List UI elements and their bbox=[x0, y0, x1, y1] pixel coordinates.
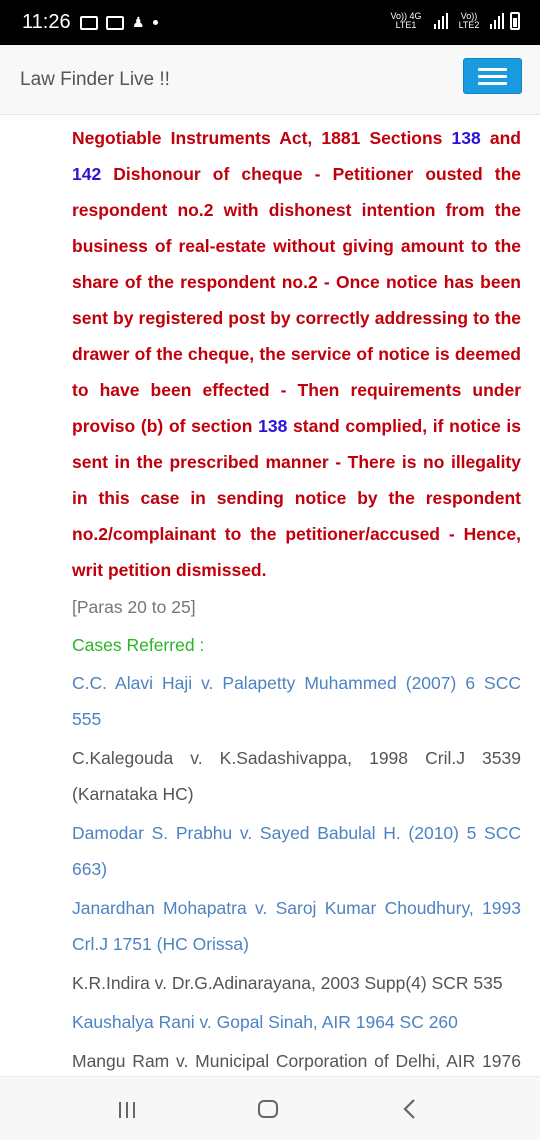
network-label-sim2: Vo)) LTE2 bbox=[458, 11, 480, 30]
headnote-text: stand complied, if notice is sent in the prescribed manner - There is no illegality in this case in sending notice by the respondent no.2/complainant to the petitioner/accused - Hence, writ petition dismissed. bbox=[72, 416, 521, 580]
headnote-text: Dishonour of cheque - Petitioner ousted the respondent no.2 with dishonest intention from the business of real-estate without giving amount to the share of the respondent no.2 - Once notice has been sent by registered post by correctly addressing to the drawer of the cheque, the service of notice is deemed to have been effected - Then requirements under proviso (b) of section bbox=[72, 164, 521, 436]
case-citation: Mangu Ram v. Municipal Corporation of Delhi, AIR 1976 bbox=[72, 1051, 521, 1071]
paras-reference: [Paras 20 to 25] bbox=[72, 597, 196, 617]
cases-referred-heading: Cases Referred : bbox=[72, 635, 205, 655]
signal-sim2-icon bbox=[490, 13, 504, 29]
recent-apps-button[interactable] bbox=[119, 1102, 135, 1118]
menu-line-icon bbox=[478, 75, 507, 78]
headnote bbox=[72, 120, 521, 588]
navigation-bar bbox=[0, 1076, 540, 1140]
battery-icon bbox=[510, 12, 520, 30]
home-button[interactable] bbox=[258, 1100, 278, 1118]
signal-sim1-icon bbox=[434, 13, 448, 29]
judgment-content[interactable] bbox=[72, 120, 521, 1071]
gallery-icon bbox=[80, 16, 98, 30]
headnote-text: Negotiable Instruments Act, 1881 Sections bbox=[72, 128, 452, 148]
status-bar bbox=[0, 0, 540, 45]
app-title: Law Finder Live !! bbox=[20, 69, 170, 90]
case-link[interactable]: Janardhan Mohapatra v. Saroj Kumar Choudhury, 1993 Crl.J 1751 (HC Orissa) bbox=[72, 898, 521, 954]
network-status bbox=[384, 12, 520, 30]
network-label-sim1: Vo)) 4G LTE1 bbox=[390, 11, 422, 30]
app-header bbox=[0, 45, 540, 115]
accessibility-icon: ♟ bbox=[132, 14, 145, 30]
section-link[interactable]: 142 bbox=[72, 164, 102, 184]
cases-list bbox=[72, 665, 521, 1115]
menu-line-icon bbox=[478, 82, 507, 85]
section-link[interactable]: 138 bbox=[451, 128, 481, 148]
case-link[interactable]: C.C. Alavi Haji v. Palapetty Muhammed (2007) 6 SCC 555 bbox=[72, 673, 521, 729]
notification-icons bbox=[80, 14, 158, 31]
status-time: 11:26 bbox=[22, 11, 71, 33]
case-citation: C.Kalegouda v. K.Sadashivappa, 1998 Cril.J 3539 (Karnataka HC) bbox=[72, 748, 521, 804]
menu-line-icon bbox=[478, 68, 507, 71]
otp-icon bbox=[106, 16, 124, 30]
headnote-text: and bbox=[480, 128, 521, 148]
case-link[interactable]: Damodar S. Prabhu v. Sayed Babulal H. (2010) 5 SCC 663) bbox=[72, 823, 521, 879]
case-link[interactable]: Kaushalya Rani v. Gopal Sinah, AIR 1964 SC 260 bbox=[72, 1012, 458, 1032]
case-citation: K.R.Indira v. Dr.G.Adinarayana, 2003 Supp(4) SCR 535 bbox=[72, 973, 503, 993]
section-link[interactable]: 138 bbox=[258, 416, 288, 436]
back-button[interactable] bbox=[400, 1097, 420, 1121]
more-notifications-icon bbox=[153, 20, 158, 25]
menu-button[interactable] bbox=[463, 58, 522, 94]
